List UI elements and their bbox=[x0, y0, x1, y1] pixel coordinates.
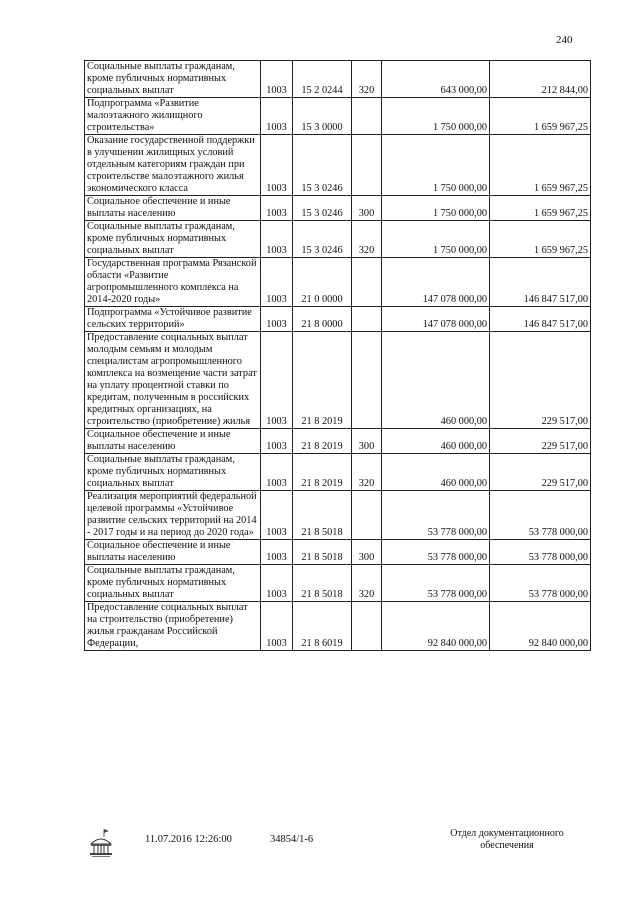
page-number: 240 bbox=[556, 34, 573, 46]
planned-amount: 460 000,00 bbox=[382, 332, 490, 429]
expense-type-code bbox=[352, 258, 382, 307]
expense-type-code bbox=[352, 135, 382, 196]
planned-amount: 643 000,00 bbox=[382, 61, 490, 98]
executed-amount: 1 659 967,25 bbox=[490, 196, 591, 221]
target-article-code: 21 8 2019 bbox=[293, 429, 352, 454]
planned-amount: 53 778 000,00 bbox=[382, 565, 490, 602]
section-code: 1003 bbox=[261, 491, 293, 540]
target-article-code: 15 3 0246 bbox=[293, 135, 352, 196]
table-row bbox=[85, 135, 591, 196]
target-article-code: 15 3 0246 bbox=[293, 196, 352, 221]
budget-item-name: Государственная программа Рязанской области «Развитие агропромышленного комплекса на 2014-2020 годы» bbox=[85, 258, 261, 307]
footer-department-line1: Отдел документационного bbox=[450, 828, 564, 839]
expense-type-code bbox=[352, 491, 382, 540]
planned-amount: 460 000,00 bbox=[382, 454, 490, 491]
budget-item-name: Социальное обеспечение и иные выплаты населению bbox=[85, 196, 261, 221]
footer-doc-number: 34854/1-6 bbox=[270, 834, 314, 845]
executed-amount: 146 847 517,00 bbox=[490, 307, 591, 332]
expense-type-code: 320 bbox=[352, 221, 382, 258]
target-article-code: 15 3 0000 bbox=[293, 98, 352, 135]
target-article-code: 15 3 0246 bbox=[293, 221, 352, 258]
executed-amount: 1 659 967,25 bbox=[490, 135, 591, 196]
expense-type-code bbox=[352, 332, 382, 429]
target-article-code: 21 8 2019 bbox=[293, 332, 352, 429]
budget-item-name: Социальные выплаты гражданам, кроме публичных нормативных социальных выплат bbox=[85, 61, 261, 98]
executed-amount: 53 778 000,00 bbox=[490, 540, 591, 565]
table-row bbox=[85, 429, 591, 454]
section-code: 1003 bbox=[261, 221, 293, 258]
budget-item-name: Социальные выплаты гражданам, кроме публичных нормативных социальных выплат bbox=[85, 565, 261, 602]
expense-type-code: 320 bbox=[352, 565, 382, 602]
executed-amount: 1 659 967,25 bbox=[490, 98, 591, 135]
planned-amount: 53 778 000,00 bbox=[382, 491, 490, 540]
table-row bbox=[85, 258, 591, 307]
table-row bbox=[85, 491, 591, 540]
planned-amount: 1 750 000,00 bbox=[382, 98, 490, 135]
executed-amount: 229 517,00 bbox=[490, 454, 591, 491]
target-article-code: 21 8 5018 bbox=[293, 565, 352, 602]
footer-department bbox=[432, 828, 582, 852]
emblem-icon bbox=[88, 828, 114, 858]
planned-amount: 92 840 000,00 bbox=[382, 602, 490, 651]
section-code: 1003 bbox=[261, 540, 293, 565]
target-article-code: 15 2 0244 bbox=[293, 61, 352, 98]
table-row bbox=[85, 196, 591, 221]
footer bbox=[0, 826, 640, 876]
section-code: 1003 bbox=[261, 332, 293, 429]
executed-amount: 229 517,00 bbox=[490, 332, 591, 429]
expense-type-code: 320 bbox=[352, 61, 382, 98]
budget-item-name: Реализация мероприятий федеральной целевой программы «Устойчивое развитие сельских территорий на 2014 - 2017 годы и на период до 2020 года» bbox=[85, 491, 261, 540]
section-code: 1003 bbox=[261, 602, 293, 651]
table-row bbox=[85, 61, 591, 98]
table-row bbox=[85, 307, 591, 332]
budget-item-name: Предоставление социальных выплат на строительство (приобретение) жилья гражданам Российской Федерации, bbox=[85, 602, 261, 651]
budget-table bbox=[84, 60, 591, 651]
executed-amount: 53 778 000,00 bbox=[490, 491, 591, 540]
expense-type-code bbox=[352, 602, 382, 651]
planned-amount: 147 078 000,00 bbox=[382, 258, 490, 307]
table-row bbox=[85, 540, 591, 565]
budget-item-name: Социальное обеспечение и иные выплаты населению bbox=[85, 429, 261, 454]
expense-type-code: 300 bbox=[352, 540, 382, 565]
executed-amount: 92 840 000,00 bbox=[490, 602, 591, 651]
section-code: 1003 bbox=[261, 61, 293, 98]
table-row bbox=[85, 221, 591, 258]
budget-item-name: Подпрограмма «Развитие малоэтажного жилищного строительства» bbox=[85, 98, 261, 135]
target-article-code: 21 8 2019 bbox=[293, 454, 352, 491]
target-article-code: 21 8 0000 bbox=[293, 307, 352, 332]
executed-amount: 146 847 517,00 bbox=[490, 258, 591, 307]
target-article-code: 21 8 5018 bbox=[293, 491, 352, 540]
table-row bbox=[85, 332, 591, 429]
section-code: 1003 bbox=[261, 307, 293, 332]
target-article-code: 21 8 5018 bbox=[293, 540, 352, 565]
table-row bbox=[85, 98, 591, 135]
section-code: 1003 bbox=[261, 454, 293, 491]
section-code: 1003 bbox=[261, 429, 293, 454]
section-code: 1003 bbox=[261, 258, 293, 307]
section-code: 1003 bbox=[261, 135, 293, 196]
budget-item-name: Социальное обеспечение и иные выплаты населению bbox=[85, 540, 261, 565]
budget-item-name: Подпрограмма «Устойчивое развитие сельских территорий» bbox=[85, 307, 261, 332]
planned-amount: 53 778 000,00 bbox=[382, 540, 490, 565]
budget-item-name: Предоставление социальных выплат молодым семьям и молодым специалистам агропромышленного комплекса на возмещение части затрат на уплату процентной ставки по кредитам, полученным в российских кредитных организациях, на строительство (приобретение) жилья bbox=[85, 332, 261, 429]
budget-item-name: Оказание государственной поддержки в улучшении жилищных условий отдельным категориям граждан при строительстве малоэтажного жилья экономического класса bbox=[85, 135, 261, 196]
executed-amount: 212 844,00 bbox=[490, 61, 591, 98]
planned-amount: 147 078 000,00 bbox=[382, 307, 490, 332]
budget-item-name: Социальные выплаты гражданам, кроме публичных нормативных социальных выплат bbox=[85, 454, 261, 491]
expense-type-code bbox=[352, 307, 382, 332]
expense-type-code: 300 bbox=[352, 429, 382, 454]
planned-amount: 460 000,00 bbox=[382, 429, 490, 454]
executed-amount: 53 778 000,00 bbox=[490, 565, 591, 602]
table-row bbox=[85, 454, 591, 491]
footer-date: 11.07.2016 12:26:00 bbox=[145, 834, 232, 845]
executed-amount: 1 659 967,25 bbox=[490, 221, 591, 258]
target-article-code: 21 0 0000 bbox=[293, 258, 352, 307]
expense-type-code: 320 bbox=[352, 454, 382, 491]
section-code: 1003 bbox=[261, 196, 293, 221]
table-row bbox=[85, 602, 591, 651]
section-code: 1003 bbox=[261, 565, 293, 602]
target-article-code: 21 8 6019 bbox=[293, 602, 352, 651]
planned-amount: 1 750 000,00 bbox=[382, 196, 490, 221]
footer-department-line2: обеспечения bbox=[480, 840, 534, 851]
expense-type-code: 300 bbox=[352, 196, 382, 221]
expense-type-code bbox=[352, 98, 382, 135]
planned-amount: 1 750 000,00 bbox=[382, 221, 490, 258]
executed-amount: 229 517,00 bbox=[490, 429, 591, 454]
budget-item-name: Социальные выплаты гражданам, кроме публичных нормативных социальных выплат bbox=[85, 221, 261, 258]
planned-amount: 1 750 000,00 bbox=[382, 135, 490, 196]
section-code: 1003 bbox=[261, 98, 293, 135]
table-row bbox=[85, 565, 591, 602]
budget-table-body bbox=[85, 61, 591, 651]
